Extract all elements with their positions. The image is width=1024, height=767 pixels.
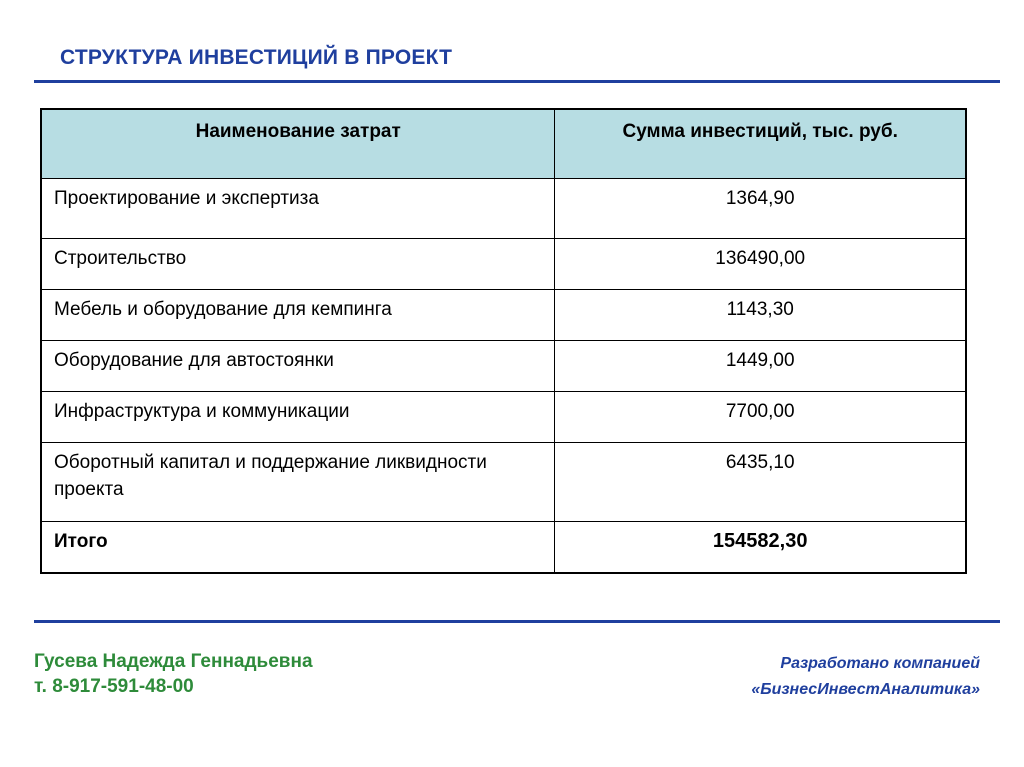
cost-name-cell: Оборудование для автостоянки: [41, 340, 555, 391]
footer-divider: [34, 620, 1000, 623]
table-row: [41, 442, 966, 521]
amount-cell: 7700,00: [555, 391, 966, 442]
table-header-row: [41, 109, 966, 178]
table-row: [41, 391, 966, 442]
slide-title: СТРУКТУРА ИНВЕСТИЦИЙ В ПРОЕКТ: [60, 46, 453, 69]
author-block: [34, 649, 313, 699]
investment-table: [40, 108, 967, 574]
amount-cell: 1143,30: [555, 289, 966, 340]
developed-by-label: Разработано компанией: [780, 655, 980, 672]
table-row: [41, 238, 966, 289]
company-name: «БизнесИнвестАналитика»: [751, 681, 980, 698]
total-amount-cell: 154582,30: [555, 521, 966, 573]
table-row: [41, 289, 966, 340]
total-label-cell: Итого: [41, 521, 555, 573]
amount-cell: 1449,00: [555, 340, 966, 391]
company-block: [751, 651, 980, 703]
header-cost-name: Наименование затрат: [41, 109, 555, 178]
title-divider: [34, 80, 1000, 83]
header-investment-amount: Сумма инвестиций, тыс. руб.: [555, 109, 966, 178]
table-row: [41, 178, 966, 238]
cost-name-cell: Оборотный капитал и поддержание ликвидности проекта: [41, 442, 555, 521]
amount-cell: 1364,90: [555, 178, 966, 238]
amount-cell: 6435,10: [555, 442, 966, 521]
cost-name-cell: Мебель и оборудование для кемпинга: [41, 289, 555, 340]
total-row: [41, 521, 966, 573]
cost-name-cell: Инфраструктура и коммуникации: [41, 391, 555, 442]
cost-name-cell: Проектирование и экспертиза: [41, 178, 555, 238]
author-name: Гусева Надежда Геннадьевна: [34, 651, 313, 672]
cost-name-cell: Строительство: [41, 238, 555, 289]
author-phone: т. 8-917-591-48-00: [34, 676, 194, 697]
amount-cell: 136490,00: [555, 238, 966, 289]
table-row: [41, 340, 966, 391]
